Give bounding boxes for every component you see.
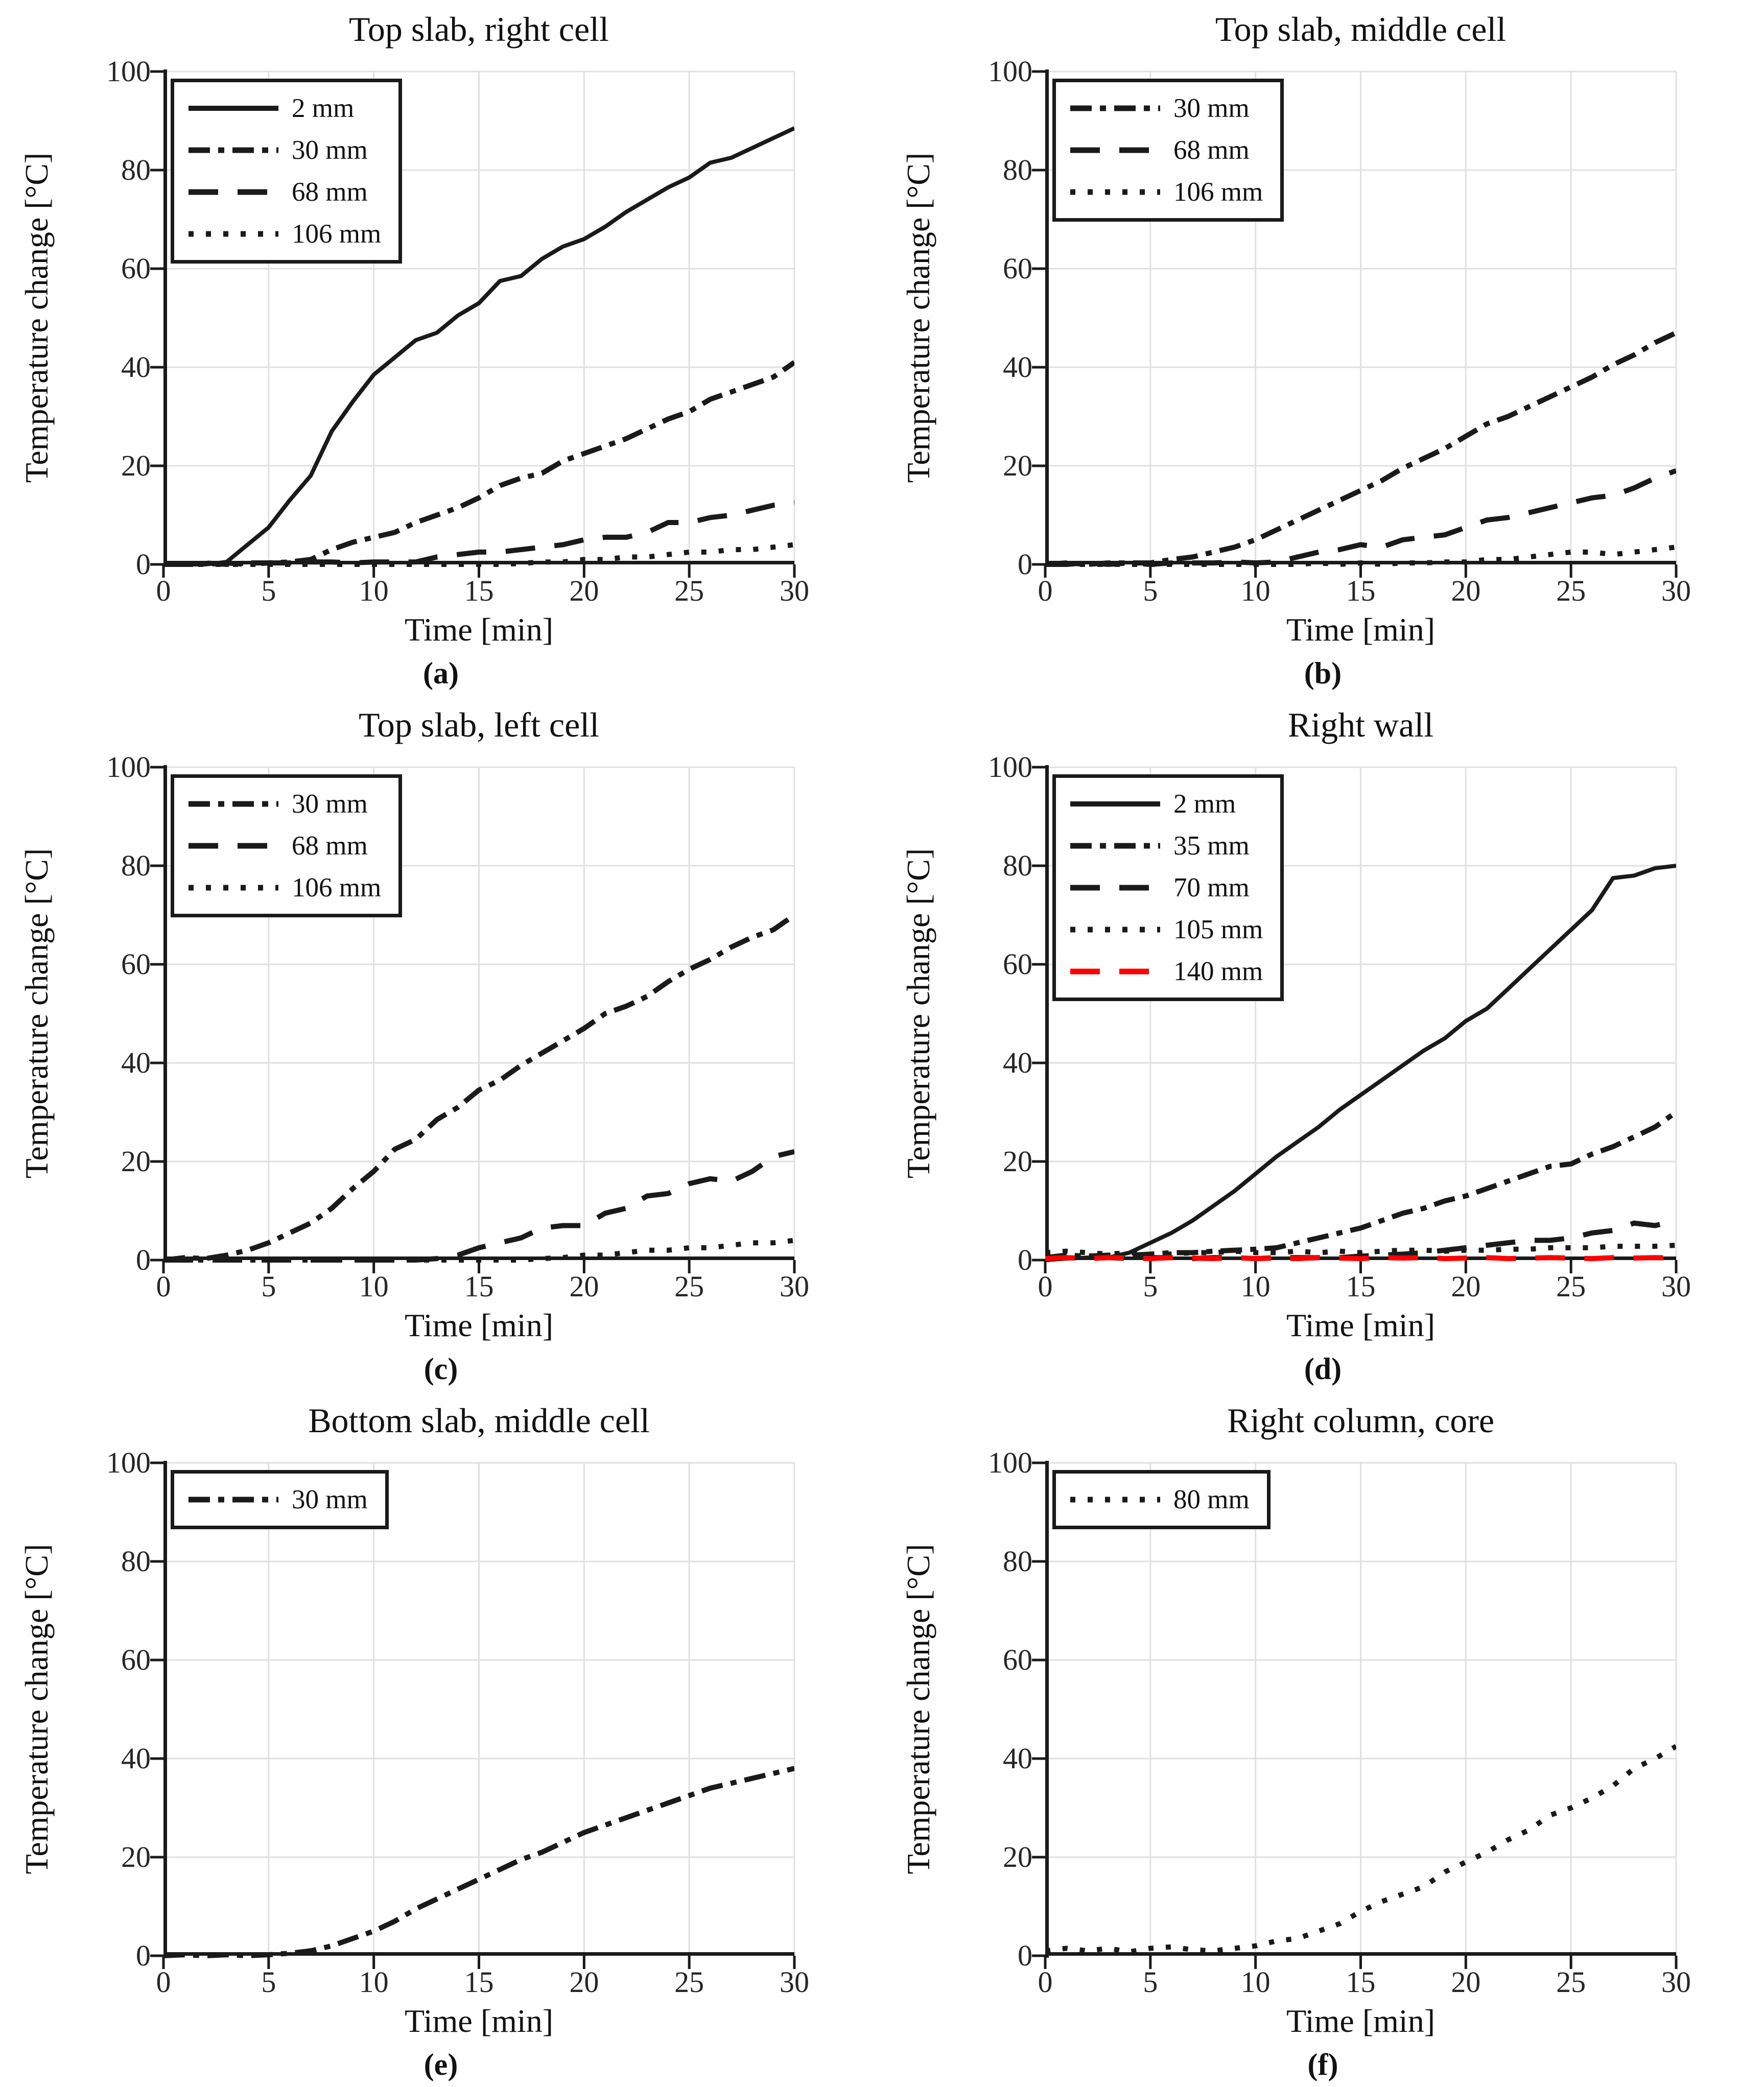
legend-label: 68 mm bbox=[292, 831, 368, 861]
y-tick-label: 80 bbox=[121, 849, 151, 882]
legend-item bbox=[1069, 783, 1263, 825]
y-axis-label: Temperature change [°C] bbox=[18, 152, 55, 483]
legend-line-sample bbox=[1069, 146, 1161, 154]
legend-item bbox=[187, 825, 381, 867]
legend-line-sample bbox=[1069, 188, 1161, 196]
x-tick-label: 20 bbox=[569, 1965, 599, 1999]
y-tick-label: 80 bbox=[121, 153, 151, 186]
x-tick-label: 25 bbox=[1556, 574, 1586, 607]
x-tick-label: 0 bbox=[156, 1965, 171, 1999]
legend-item bbox=[1069, 867, 1263, 909]
legend-line-sample bbox=[1069, 967, 1161, 976]
x-tick-label: 30 bbox=[1661, 1270, 1691, 1303]
plot-area bbox=[163, 72, 794, 564]
y-tick-label: 40 bbox=[121, 1742, 151, 1775]
panel-caption: (d) bbox=[1304, 1352, 1342, 1386]
y-tick-label: 40 bbox=[1003, 1742, 1032, 1775]
y-tick-label: 100 bbox=[106, 750, 151, 784]
x-tick-label: 15 bbox=[464, 1270, 494, 1303]
y-tick-label: 60 bbox=[121, 252, 151, 285]
x-tick-label: 20 bbox=[569, 574, 599, 607]
y-tick-label: 60 bbox=[1003, 947, 1032, 981]
plot-area bbox=[1045, 72, 1676, 564]
legend-label: 68 mm bbox=[1173, 135, 1250, 165]
x-tick-label: 10 bbox=[1240, 574, 1271, 607]
legend-label: 70 mm bbox=[1173, 873, 1250, 903]
y-tick-label: 20 bbox=[121, 449, 151, 482]
legend-line-sample bbox=[187, 1496, 279, 1504]
y-tick-label: 60 bbox=[1003, 1643, 1032, 1676]
y-tick-label: 80 bbox=[1003, 849, 1032, 882]
x-tick-label: 10 bbox=[1240, 1965, 1271, 1999]
legend-label: 105 mm bbox=[1173, 915, 1263, 944]
x-tick-label: 10 bbox=[359, 1270, 389, 1303]
legend-item bbox=[187, 1479, 368, 1521]
x-tick-label: 30 bbox=[780, 574, 809, 607]
legend bbox=[1052, 79, 1284, 222]
legend-item bbox=[187, 867, 381, 909]
x-tick-label: 30 bbox=[1661, 574, 1691, 607]
y-tick-label: 20 bbox=[1003, 449, 1032, 482]
legend bbox=[171, 79, 402, 264]
x-tick-label: 15 bbox=[1346, 1270, 1376, 1303]
legend-label: 140 mm bbox=[1173, 957, 1263, 986]
plot-area bbox=[1045, 1463, 1676, 1956]
legend-item bbox=[1069, 909, 1263, 951]
legend-item bbox=[1069, 129, 1263, 171]
y-axis-label: Temperature change [°C] bbox=[900, 1544, 936, 1875]
legend bbox=[1052, 774, 1284, 1001]
x-tick-label: 10 bbox=[1240, 1270, 1271, 1303]
plot-area bbox=[163, 1463, 794, 1956]
legend-label: 2 mm bbox=[292, 93, 355, 123]
x-axis-label: Time [min] bbox=[1286, 2003, 1435, 2039]
legend-line-sample bbox=[187, 884, 279, 892]
x-tick-label: 25 bbox=[674, 1965, 704, 1999]
y-tick-label: 20 bbox=[121, 1840, 151, 1873]
x-tick-label: 0 bbox=[156, 1270, 171, 1303]
plot-area bbox=[163, 767, 794, 1260]
x-tick-label: 25 bbox=[1556, 1965, 1586, 1999]
y-tick-label: 100 bbox=[988, 750, 1032, 784]
x-tick-label: 15 bbox=[1346, 574, 1376, 607]
y-tick-label: 0 bbox=[136, 1939, 151, 1972]
x-tick-label: 0 bbox=[156, 574, 171, 607]
x-tick-label: 15 bbox=[464, 1965, 494, 1999]
y-tick-label: 80 bbox=[1003, 1545, 1032, 1578]
y-tick-label: 20 bbox=[121, 1145, 151, 1178]
legend-line-sample bbox=[187, 146, 279, 154]
chart-title: Top slab, right cell bbox=[349, 10, 609, 49]
y-tick-label: 40 bbox=[121, 350, 151, 384]
x-tick-label: 25 bbox=[674, 574, 704, 607]
x-tick-label: 25 bbox=[674, 1270, 704, 1303]
x-tick-label: 30 bbox=[1661, 1965, 1691, 1999]
legend-item bbox=[1069, 825, 1263, 867]
panel-a bbox=[0, 0, 882, 696]
legend-line-sample bbox=[187, 842, 279, 850]
y-tick-label: 20 bbox=[1003, 1145, 1032, 1178]
chart-canvas bbox=[163, 1463, 794, 1956]
y-tick-label: 0 bbox=[1018, 548, 1032, 581]
x-tick-label: 5 bbox=[1143, 1965, 1158, 1999]
legend-label: 30 mm bbox=[1173, 93, 1250, 123]
chart-title: Right wall bbox=[1287, 705, 1434, 744]
legend bbox=[171, 774, 402, 917]
y-tick-label: 40 bbox=[1003, 350, 1032, 384]
y-tick-label: 100 bbox=[988, 55, 1032, 88]
legend-item bbox=[187, 171, 381, 213]
x-tick-label: 30 bbox=[780, 1965, 809, 1999]
y-tick-label: 60 bbox=[121, 1643, 151, 1676]
x-tick-label: 20 bbox=[569, 1270, 599, 1303]
x-axis-label: Time [min] bbox=[1286, 1307, 1435, 1343]
chart-title: Bottom slab, middle cell bbox=[308, 1401, 650, 1440]
y-tick-label: 40 bbox=[1003, 1046, 1032, 1079]
legend-label: 80 mm bbox=[1173, 1485, 1250, 1514]
x-tick-label: 0 bbox=[1038, 1965, 1053, 1999]
legend-line-sample bbox=[1069, 884, 1161, 892]
y-tick-label: 0 bbox=[136, 548, 151, 581]
y-axis-label: Temperature change [°C] bbox=[900, 152, 936, 483]
y-tick-label: 60 bbox=[121, 947, 151, 981]
y-tick-label: 80 bbox=[121, 1545, 151, 1578]
legend-item bbox=[1069, 1479, 1250, 1521]
legend bbox=[1052, 1470, 1271, 1529]
y-tick-label: 0 bbox=[1018, 1243, 1032, 1276]
x-tick-label: 5 bbox=[261, 574, 276, 607]
panel-caption: (a) bbox=[423, 656, 459, 690]
y-tick-label: 100 bbox=[106, 1446, 151, 1479]
chart-canvas bbox=[1045, 1463, 1676, 1956]
legend-label: 30 mm bbox=[292, 1485, 368, 1514]
legend-item bbox=[1069, 171, 1263, 213]
x-tick-label: 10 bbox=[359, 1965, 389, 1999]
legend-label: 106 mm bbox=[292, 873, 382, 903]
x-tick-label: 20 bbox=[1451, 574, 1481, 607]
panel-b bbox=[882, 0, 1764, 696]
legend-item bbox=[187, 87, 381, 129]
legend-line-sample bbox=[1069, 104, 1161, 112]
legend-item bbox=[1069, 87, 1263, 129]
legend-line-sample bbox=[187, 230, 279, 238]
panel-caption: (c) bbox=[424, 1352, 458, 1386]
legend-line-sample bbox=[1069, 1496, 1161, 1504]
x-tick-label: 0 bbox=[1038, 1270, 1053, 1303]
y-axis-label: Temperature change [°C] bbox=[18, 1544, 55, 1875]
x-tick-label: 5 bbox=[1143, 574, 1158, 607]
legend-label: 2 mm bbox=[1173, 789, 1236, 819]
panel-caption: (e) bbox=[424, 2048, 458, 2081]
x-tick-label: 20 bbox=[1451, 1965, 1481, 1999]
legend-label: 106 mm bbox=[292, 219, 382, 249]
y-tick-label: 100 bbox=[988, 1446, 1032, 1479]
legend-line-sample bbox=[1069, 842, 1161, 850]
y-tick-label: 0 bbox=[1018, 1939, 1032, 1972]
chart-title: Top slab, left cell bbox=[358, 705, 600, 744]
legend-line-sample bbox=[187, 188, 279, 196]
legend bbox=[171, 1470, 389, 1529]
legend-label: 30 mm bbox=[292, 135, 368, 165]
legend-item bbox=[187, 213, 381, 255]
x-tick-label: 10 bbox=[359, 574, 389, 607]
legend-label: 106 mm bbox=[1173, 177, 1263, 207]
chart-title: Right column, core bbox=[1227, 1401, 1495, 1440]
panel-caption: (f) bbox=[1307, 2048, 1338, 2081]
y-tick-label: 0 bbox=[136, 1243, 151, 1276]
x-axis-label: Time [min] bbox=[405, 1307, 553, 1343]
x-tick-label: 5 bbox=[261, 1270, 276, 1303]
panel-f bbox=[882, 1391, 1764, 2087]
x-tick-label: 30 bbox=[780, 1270, 809, 1303]
legend-line-sample bbox=[1069, 800, 1161, 808]
x-axis-label: Time [min] bbox=[405, 611, 553, 648]
legend-item bbox=[1069, 951, 1263, 992]
panel-d bbox=[882, 696, 1764, 1391]
y-tick-label: 80 bbox=[1003, 153, 1032, 186]
panel-caption: (b) bbox=[1304, 656, 1342, 690]
x-tick-label: 5 bbox=[261, 1965, 276, 1999]
x-tick-label: 15 bbox=[1346, 1965, 1376, 1999]
panel-c bbox=[0, 696, 882, 1391]
plot-area bbox=[1045, 767, 1676, 1260]
x-tick-label: 5 bbox=[1143, 1270, 1158, 1303]
y-tick-label: 100 bbox=[106, 55, 151, 88]
chart-title: Top slab, middle cell bbox=[1215, 10, 1507, 49]
legend-line-sample bbox=[187, 800, 279, 808]
legend-label: 68 mm bbox=[292, 177, 368, 207]
y-tick-label: 60 bbox=[1003, 252, 1032, 285]
legend-label: 30 mm bbox=[292, 789, 368, 819]
x-axis-label: Time [min] bbox=[405, 2003, 553, 2039]
y-tick-label: 20 bbox=[1003, 1840, 1032, 1873]
x-tick-label: 20 bbox=[1451, 1270, 1481, 1303]
panel-e bbox=[0, 1391, 882, 2087]
x-tick-label: 25 bbox=[1556, 1270, 1586, 1303]
y-axis-label: Temperature change [°C] bbox=[900, 848, 936, 1179]
x-axis-label: Time [min] bbox=[1286, 611, 1435, 648]
x-tick-label: 15 bbox=[464, 574, 494, 607]
x-tick-label: 0 bbox=[1038, 574, 1053, 607]
legend-line-sample bbox=[187, 104, 279, 112]
legend-line-sample bbox=[1069, 926, 1161, 934]
y-axis-label: Temperature change [°C] bbox=[18, 848, 55, 1179]
legend-item bbox=[187, 783, 381, 825]
y-tick-label: 40 bbox=[121, 1046, 151, 1079]
legend-label: 35 mm bbox=[1173, 831, 1250, 861]
legend-item bbox=[187, 129, 381, 171]
